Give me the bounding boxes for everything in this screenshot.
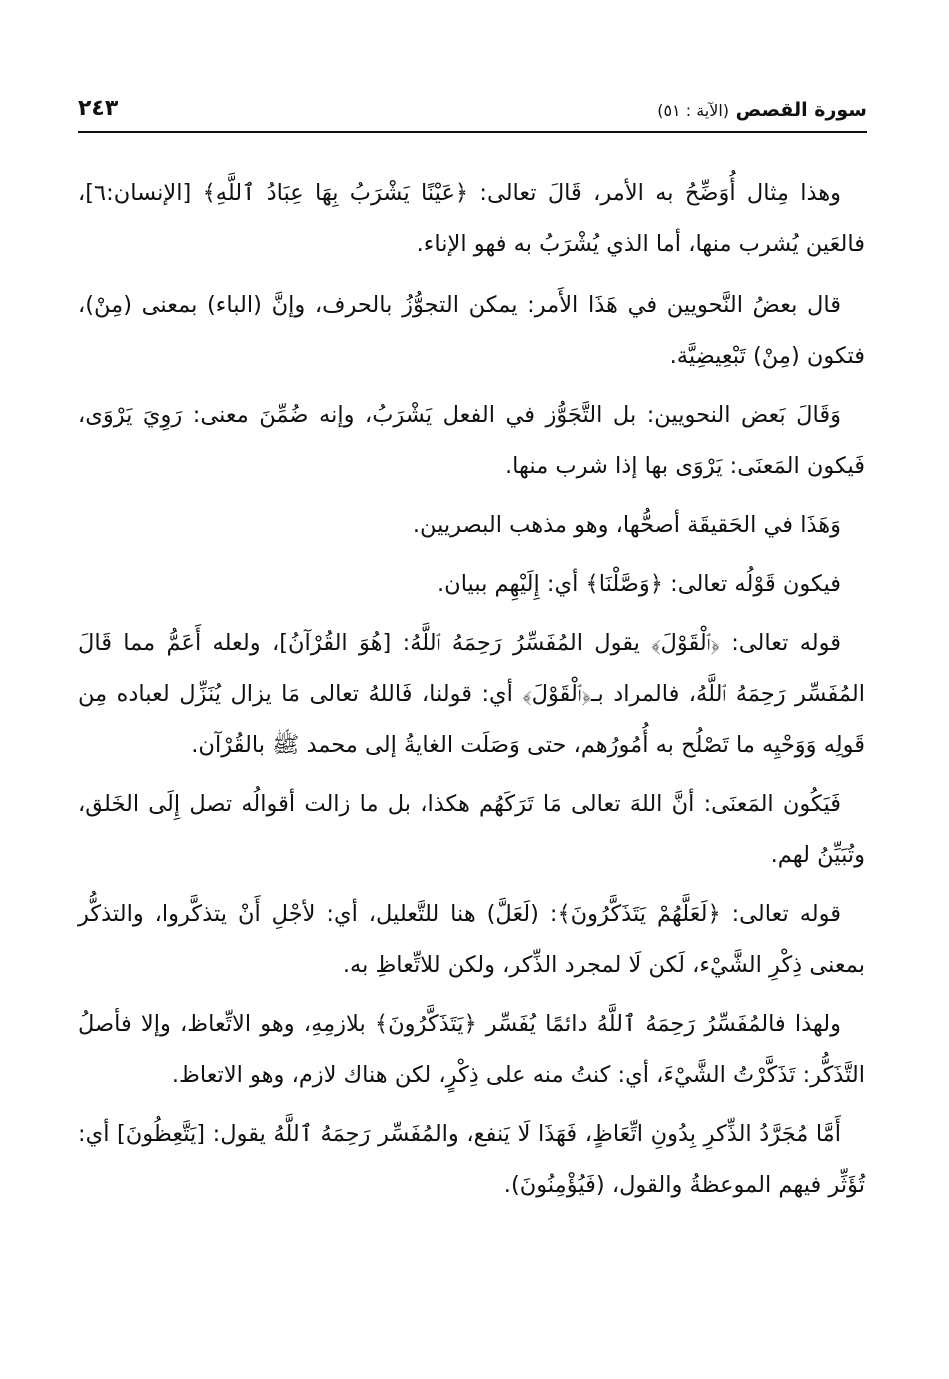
paragraph-5: فيكون قَوْلُه تعالى: ﴿وَصَّلْنَا﴾ أي: إِلَيْهِم ببيان. [437,571,841,597]
paragraph-7: فَيَكُون المَعنَى: أنَّ اللهَ تعالى مَا تَرَكَهُم هكذا، بل ما زالت أقوالُه تصل إِلَى الخَلق، وتُبَيِّنُ لهم. [78,791,865,868]
paragraph-4: وَهَذَا في الحَقيقَة أصحُّها، وهو مذهب البصريين. [412,512,841,538]
page-body [78,168,865,1219]
running-title [657,101,867,128]
paragraph-1: وهذا مِثال أُوَضِّحُ به الأمر، قَالَ تعالى: ﴿عَيْنًا يَشْرَبُ بِهَا عِبَادُ ٱللَّهِ﴾ [الإنسان:٦]، فالعَين يُشرب منها، أما الذي يُشْرَبُ به فهو الإناء. [78,180,865,257]
surah-title: سورة القصص [735,99,867,121]
paragraph-10: أَمَّا مُجَرَّدُ الذِّكرِ بِدُونِ اتِّعَاظٍ، فَهَذَا لَا يَنفع، والمُفَسِّر رَحِمَهُ ٱللَّهُ يقول: [يَتَّعِظُونَ] أي: تُؤَثِّر فيهم الموعظةُ والقول، (فَيُؤْمِنُونَ). [78,1121,865,1198]
paragraph-2: قال بعضُ النَّحويين في هَذَا الأَمر: يمكن التجوُّزُ بالحرف، وإنَّ (الباء) بمعنى (مِنْ)، فتكون (مِنْ) تَبْعِيضِيَّة. [78,292,865,369]
page-number: ٢٤٣ [78,96,119,121]
paragraph-9: ولهذا فالمُفَسِّرُ رَحِمَهُ ٱللَّهُ دائمًا يُفَسِّر ﴿يَتَذَكَّرُونَ﴾ بلازمِهِ، وهو الاتِّعاظ، وإلا فأصلُ التَّذَكُّر: تَذَكَّرْتُ الشَّيْءَ، أي: كنتُ منه على ذِكْرٍ، لكن هناك لازم، وهو الاتعاظ. [78,1011,865,1088]
paragraph-3: وَقَالَ بَعض النحويين: بل التَّجَوُّز في الفعل يَشْرَبُ، وإنه ضُمِّنَ معنى: رَوِيَ يَرْوَى، فَيكون المَعنَى: يَرْوَى بها إذا شرب منها. [78,402,865,479]
paragraph-8: قوله تعالى: ﴿لَعَلَّهُمْ يَتَذَكَّرُونَ﴾: (لَعَلَّ) هنا للتَّعليل، أي: لأجْلِ أَنْ يتذكَّروا، والتذكُّر بمعنى ذِكْرِ الشَّيْء، لَكن لَا لمجرد الذِّكر، ولكن للاتِّعاظِ به. [78,901,865,978]
paragraph-6: قوله تعالى: ﴿ٱلْقَوْلَ﴾ يقول المُفَسِّرُ رَحِمَهُ ٱللَّهُ: [هُوَ القُرْآنُ]، ولعله أَعَمُّ مما قَالَ المُفَسِّر رَحِمَهُ ٱللَّهُ، فالمراد بـ﴿ٱلْقَوْلَ﴾ أي: قولنا، فَاللهُ تعالى مَا يزال يُنَزِّل لعباده مِن قَولِه وَوَحْيِه ما تَصْلُح به أُمُورُهم، حتى وَصَلَت الغايةُ إلى محمد ﷺ بالقُرْآن. [78,630,865,758]
page-header [78,84,867,128]
verse-reference: (الآية : ٥١) [657,101,730,120]
header-divider [78,131,867,133]
